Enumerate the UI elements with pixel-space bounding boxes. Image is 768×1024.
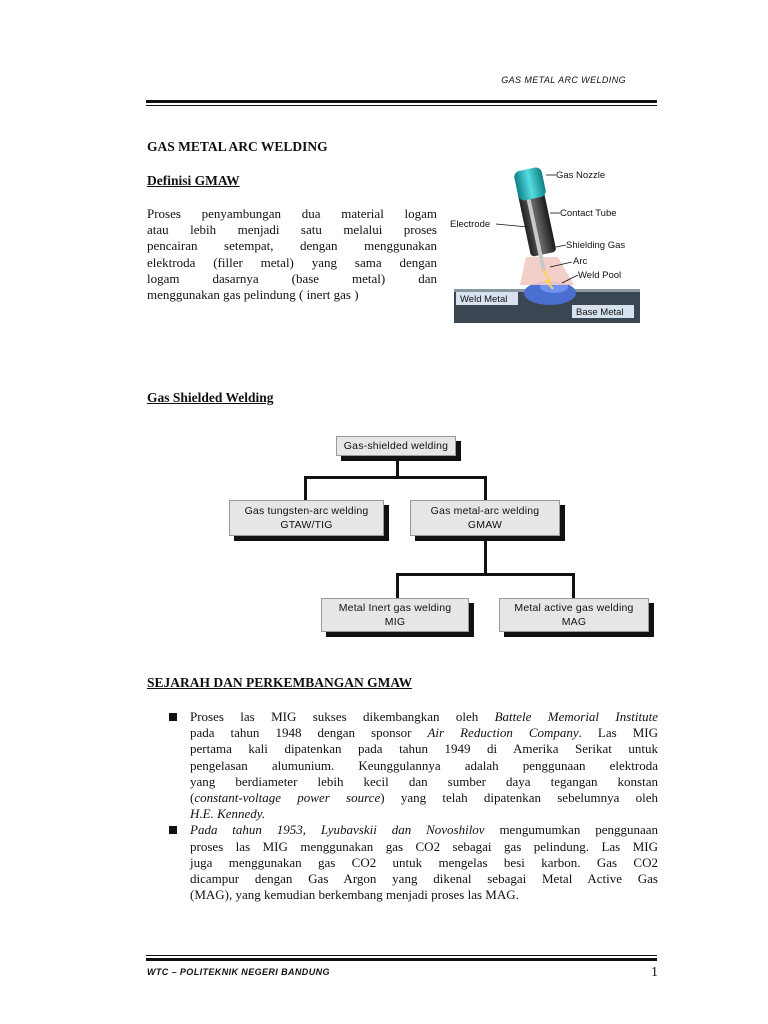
- node-gmaw: [410, 500, 560, 536]
- node-acronym: GMAW: [467, 519, 503, 531]
- connector-level1-horizontal: [304, 476, 487, 479]
- bullet-line: dicampur dengan Gas Argon yang dikenal sebagai Metal Active Gas: [190, 871, 658, 887]
- node-label: Gas-shielded welding: [343, 440, 449, 452]
- label-arc: Arc: [573, 256, 588, 267]
- node-mig: [321, 598, 469, 632]
- paragraph-line: logam dasarnya (base metal) dan: [147, 270, 437, 286]
- node-label: Gas metal-arc welding: [430, 505, 540, 517]
- label-shielding-gas: Shielding Gas: [566, 240, 626, 251]
- node-label: Metal Inert gas welding: [338, 602, 452, 614]
- history-bullet-list: [168, 709, 658, 903]
- running-header: GAS METAL ARC WELDING: [501, 75, 626, 85]
- section-title-gmaw: GAS METAL ARC WELDING: [147, 139, 328, 154]
- paragraph-line: pencairan setempat, dengan menggunakan: [147, 238, 437, 254]
- connector-gmaw-down: [484, 476, 487, 501]
- footer-rule-thin: [146, 955, 657, 956]
- bullet-line: juga menggunakan gas CO2 untuk mengelas besi karbon. Gas CO2: [190, 854, 658, 870]
- label-contact-tube: Contact Tube: [560, 208, 617, 219]
- label-weld-metal: Weld Metal: [460, 294, 508, 305]
- label-gas-nozzle: Gas Nozzle: [556, 170, 606, 181]
- bullet-line: proses las MIG menggunakan gas CO2 sebagai gas pelindung. Las MIG: [190, 838, 658, 854]
- list-item: [168, 709, 658, 822]
- connector-mig-down: [396, 573, 399, 599]
- bullet-line: pertama kali dipatenkan pada tahun 1949 di Amerika Serikat untuk: [190, 741, 658, 757]
- label-electrode: Electrode: [450, 219, 491, 230]
- node-acronym: GTAW/TIG: [280, 519, 333, 531]
- header-rule-thin: [146, 105, 657, 106]
- bullet-line: H.E. Kennedy.: [190, 806, 266, 822]
- node-acronym: MAG: [561, 616, 587, 628]
- list-item: [168, 822, 658, 903]
- bullet-line: (constant-voltage power source) yang telah dipatenkan sebelumnya oleh: [190, 790, 659, 806]
- square-bullet-icon: [169, 713, 177, 721]
- label-base-metal: Base Metal: [576, 307, 624, 318]
- node-gtaw: [229, 500, 384, 536]
- connector-gtaw-down: [304, 476, 307, 501]
- bullet-line: yang berdiameter lebih kecil dan sumber daya tegangan konstan: [190, 773, 658, 789]
- header-rule-thick: [146, 100, 657, 103]
- square-bullet-icon: [169, 826, 177, 834]
- gas-nozzle-shape: [513, 166, 547, 201]
- connector-root-down: [396, 458, 399, 478]
- section-title-gas-shielded: Gas Shielded Welding: [147, 390, 274, 405]
- paragraph-line: atau lebih menjadi satu melalui proses: [147, 222, 437, 238]
- node-mag: [499, 598, 649, 632]
- bullet-line: Pada tahun 1953, Lyubavskii dan Novoshilov mengumumkan penggunaan: [190, 822, 659, 838]
- paragraph-line: menggunakan gas pelindung ( inert gas ): [147, 287, 359, 303]
- footer-rule-thick: [146, 958, 657, 961]
- bullet-line: pada tahun 1948 dengan sponsor Air Reduction Company. Las MIG: [190, 725, 658, 741]
- footer-institution: WTC – POLITEKNIK NEGERI BANDUNG: [147, 967, 330, 977]
- node-gas-shielded-welding: [336, 436, 456, 456]
- page-number: 1: [651, 965, 658, 980]
- bullet-line: (MAG), yang kemudian berkembang menjadi proses las MAG.: [190, 887, 519, 903]
- section-title-sejarah: SEJARAH DAN PERKEMBANGAN GMAW: [147, 675, 413, 690]
- bullet-line: Proses las MIG sukses dikembangkan oleh Battele Memorial Institute: [190, 709, 658, 724]
- label-weld-pool: Weld Pool: [578, 270, 622, 281]
- subsection-title-definisi: Definisi GMAW: [147, 173, 240, 188]
- node-label: Gas tungsten-arc welding: [244, 505, 369, 517]
- node-acronym: MIG: [384, 616, 406, 628]
- node-label: Metal active gas welding: [514, 602, 634, 614]
- bullet-line: pengelasan alumunium. Keunggulannya adalah penggunaan elektroda: [190, 757, 658, 773]
- paragraph-line: elektroda (filler metal) yang sama dengan: [147, 254, 437, 270]
- connector-gmaw-child-down: [484, 538, 487, 575]
- gmaw-torch-figure: [450, 165, 646, 325]
- connector-mag-down: [572, 573, 575, 599]
- definition-paragraph: [147, 206, 437, 303]
- connector-level2-horizontal: [396, 573, 575, 576]
- paragraph-line: Proses penyambungan dua material logam: [147, 206, 437, 221]
